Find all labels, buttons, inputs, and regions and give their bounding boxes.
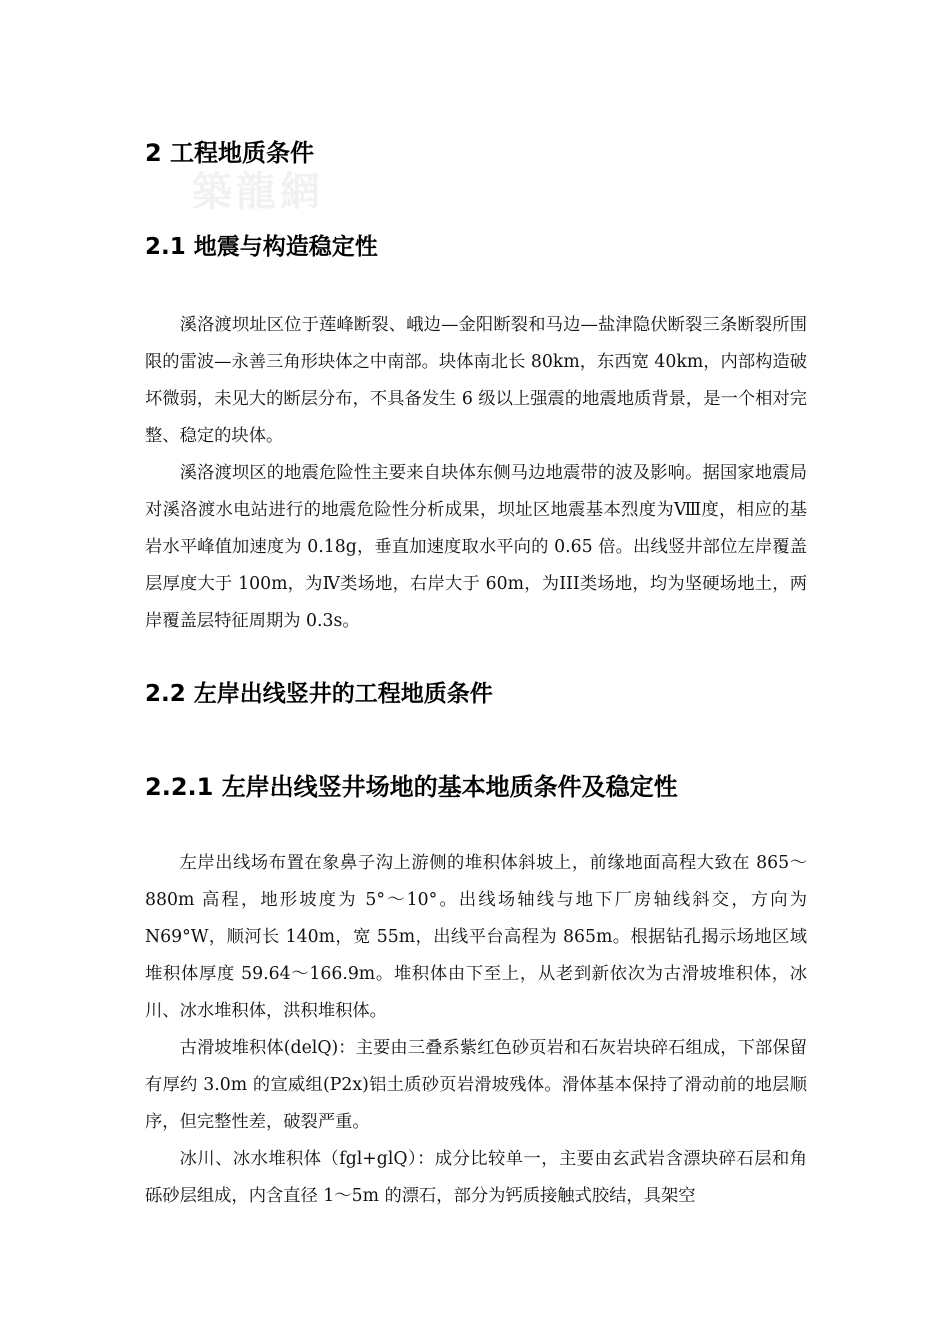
watermark: 築龍網 bbox=[192, 168, 324, 215]
heading-2-2: 2.2 左岸出线竖井的工程地质条件 bbox=[145, 681, 493, 707]
heading-2: 2 工程地质条件 bbox=[145, 139, 315, 167]
paragraph-seismic-block: 溪洛渡坝址区位于莲峰断裂、峨边—金阳断裂和马边—盐津隐伏断裂三条断裂所围限的雷波—永善三角形块体之中南部。块体南北长 80km，东西宽 40km，内部构造破坏微弱，未见大的断层分布，不具备发生 6 级以上强震的地震地质背景，是一个相对完整、稳定的块体。 bbox=[145, 315, 807, 446]
heading-2-2-1: 2.2.1 左岸出线竖井场地的基本地质条件及稳定性 bbox=[145, 773, 678, 801]
paragraph-glacial-deposit: 冰川、冰水堆积体（fgl+glQ）：成分比较单一，主要由玄武岩含漂块碎石层和角砾砂层组成，内含直径 1～5m 的漂石，部分为钙质接触式胶结，具架空 bbox=[145, 1149, 807, 1206]
heading-2-1: 2.1 地震与构造稳定性 bbox=[145, 234, 378, 260]
paragraph-seismic-hazard: 溪洛渡坝区的地震危险性主要来自块体东侧马边地震带的波及影响。据国家地震局对溪洛渡水电站进行的地震危险性分析成果，坝址区地震基本烈度为Ⅷ度，相应的基岩水平峰值加速度为 0.18g，垂直加速度取水平向的 0.65 倍。出线竖井部位左岸覆盖层厚度大于 100m，为Ⅳ类场地，右岸大于 60m，为III类场地，均为坚硬场地土，两岸覆盖层特征周期为 0.3s。 bbox=[145, 463, 807, 631]
paragraph-landslide-deposit: 古滑坡堆积体(delQ)：主要由三叠系紫红色砂页岩和石灰岩块碎石组成，下部保留有厚约 3.0m 的宣威组(P2x)铝土质砂页岩滑坡残体。滑体基本保持了滑动前的地层顺序，但完整性差，破裂严重。 bbox=[145, 1038, 807, 1132]
paragraph-site-layout: 左岸出线场布置在象鼻子沟上游侧的堆积体斜坡上，前缘地面高程大致在 865～880m 高程，地形坡度为 5°～10°。出线场轴线与地下厂房轴线斜交，方向为 N69°W，顺河长 140m，宽 55m，出线平台高程为 865m。根据钻孔揭示场地区域堆积体厚度 59.64～166.9m。堆积体由下至上，从老到新依次为古滑坡堆积体，冰川、冰水堆积体，洪积堆积体。 bbox=[145, 853, 807, 1021]
